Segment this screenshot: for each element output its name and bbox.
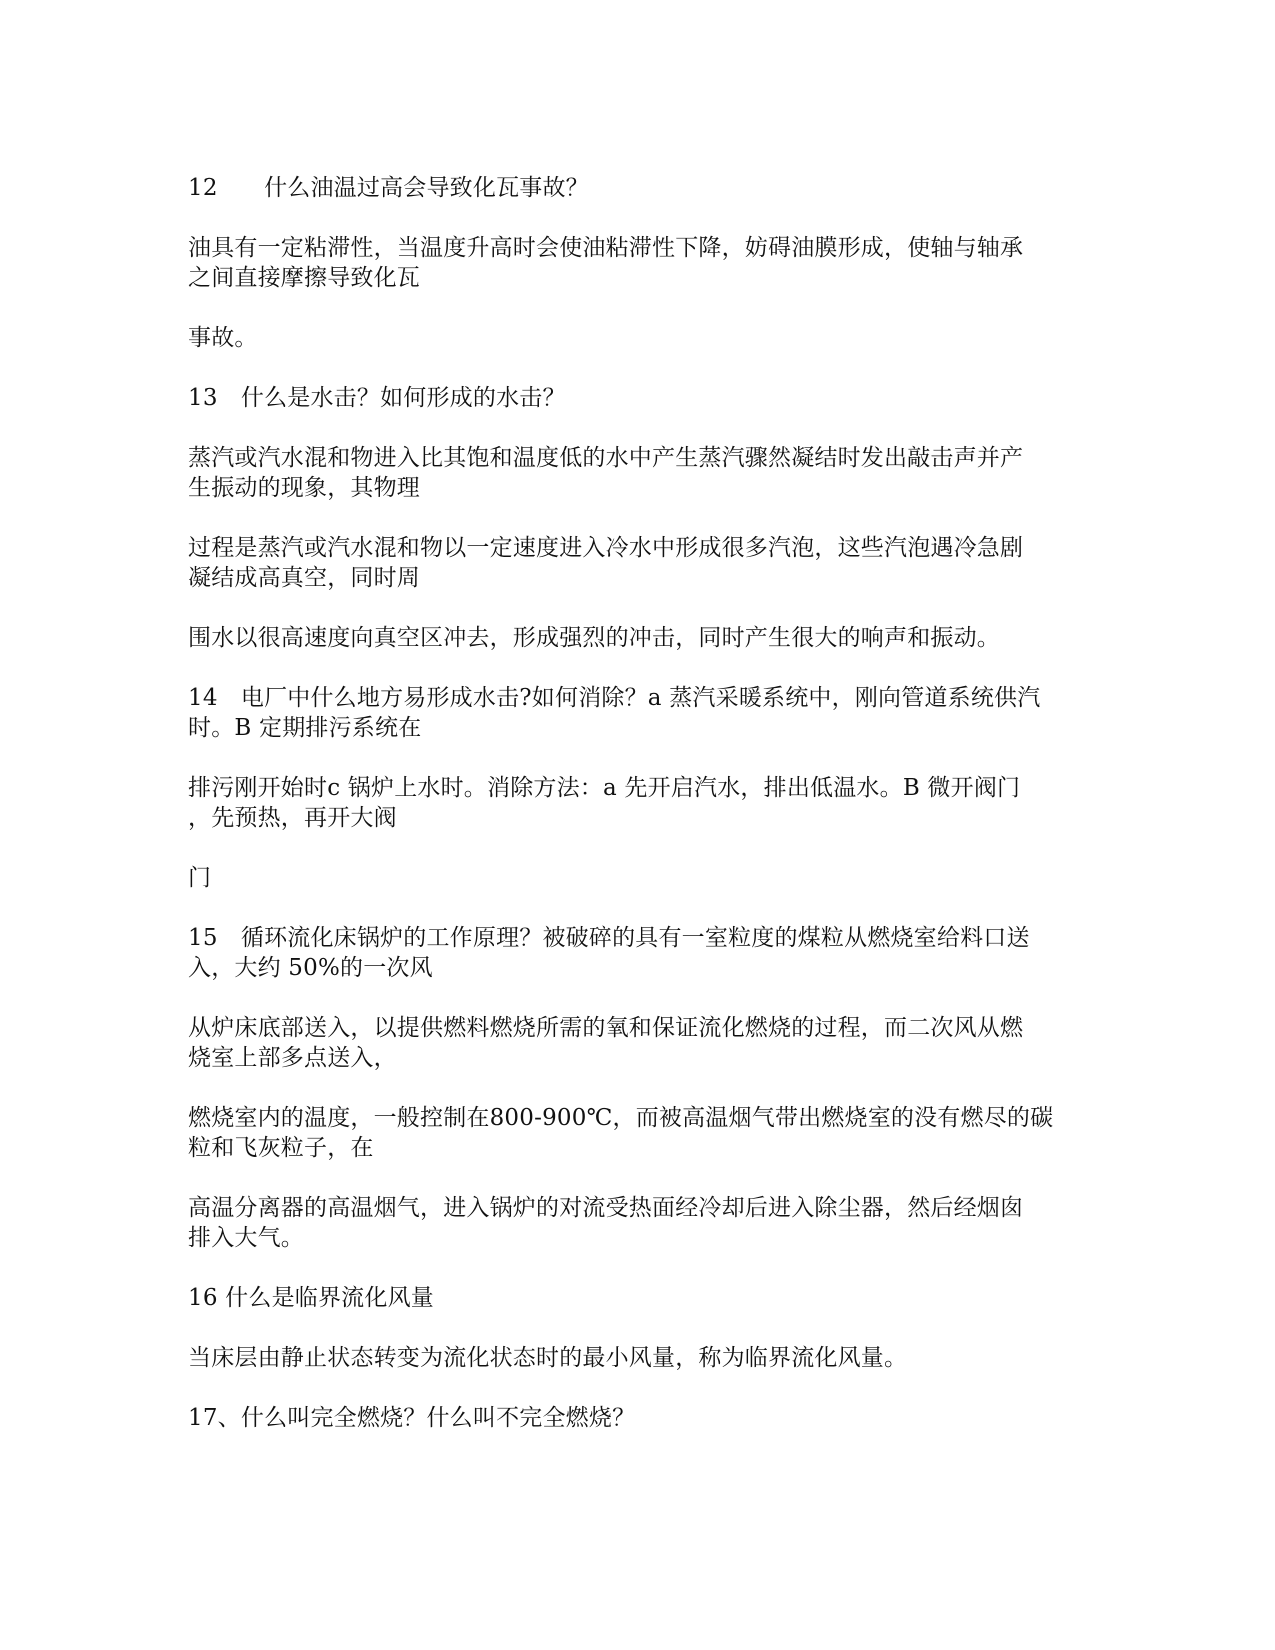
answer-13-line-4: 凝结成高真空，同时周 — [188, 565, 420, 591]
answer-15-line-5: 高温分离器的高温烟气，进入锅炉的对流受热面经冷却后进入除尘器，然后经烟囱 — [188, 1195, 1024, 1221]
answer-13-line-2: 生振动的现象，其物理 — [188, 475, 420, 501]
answer-15-line-1: 从炉床底部送入，以提供燃料燃烧所需的氧和保证流化燃烧的过程，而二次风从燃 — [188, 1015, 1024, 1041]
question-16-heading: 16 什么是临界流化风量 — [188, 1285, 434, 1311]
answer-15-line-2: 烧室上部多点送入， — [188, 1045, 397, 1071]
answer-15-line-4: 粒和飞灰粒子，在 — [188, 1135, 374, 1161]
question-15-line-2: 入，大约 50%的一次风 — [188, 955, 433, 981]
answer-13-line-3: 过程是蒸汽或汽水混和物以一定速度进入冷水中形成很多汽泡，这些汽泡遇冷急剧 — [188, 535, 1024, 561]
answer-13-line-5: 围水以很高速度向真空区冲去，形成强烈的冲击，同时产生很大的响声和振动。 — [188, 625, 1000, 651]
answer-14-line-3: 门 — [188, 865, 212, 891]
question-15-line-1: 15 循环流化床锅炉的工作原理？被破碎的具有一室粒度的煤粒从燃烧室给料口送 — [188, 925, 1030, 951]
answer-13-line-1: 蒸汽或汽水混和物进入比其饱和温度低的水中产生蒸汽骤然凝结时发出敲击声并产 — [188, 445, 1024, 471]
answer-15-line-6: 排入大气。 — [188, 1225, 304, 1251]
answer-16-line-1: 当床层由静止状态转变为流化状态时的最小风量，称为临界流化风量。 — [188, 1345, 908, 1371]
answer-12-line-3: 事故。 — [188, 325, 258, 351]
answer-15-line-3: 燃烧室内的温度，一般控制在800-900℃，而被高温烟气带出燃烧室的没有燃尽的碳 — [188, 1105, 1054, 1131]
question-17-heading: 17、什么叫完全燃烧？什么叫不完全燃烧？ — [188, 1405, 636, 1431]
question-14-line-2: 时。B 定期排污系统在 — [188, 715, 422, 741]
question-14-line-1: 14 电厂中什么地方易形成水击?如何消除？a 蒸汽采暖系统中，刚向管道系统供汽 — [188, 685, 1041, 711]
question-13-heading: 13 什么是水击？如何形成的水击？ — [188, 385, 566, 411]
answer-14-line-2: ，先预热，再开大阀 — [188, 805, 397, 831]
answer-12-line-2: 之间直接摩擦导致化瓦 — [188, 265, 420, 291]
answer-12-line-1: 油具有一定粘滞性，当温度升高时会使油粘滞性下降，妨碍油膜形成，使轴与轴承 — [188, 235, 1024, 261]
question-12-heading: 12 什么油温过高会导致化瓦事故？ — [188, 175, 589, 201]
answer-14-line-1: 排污刚开始时c 锅炉上水时。消除方法：a 先开启汽水，排出低温水。B 微开阀门 — [188, 775, 1021, 801]
